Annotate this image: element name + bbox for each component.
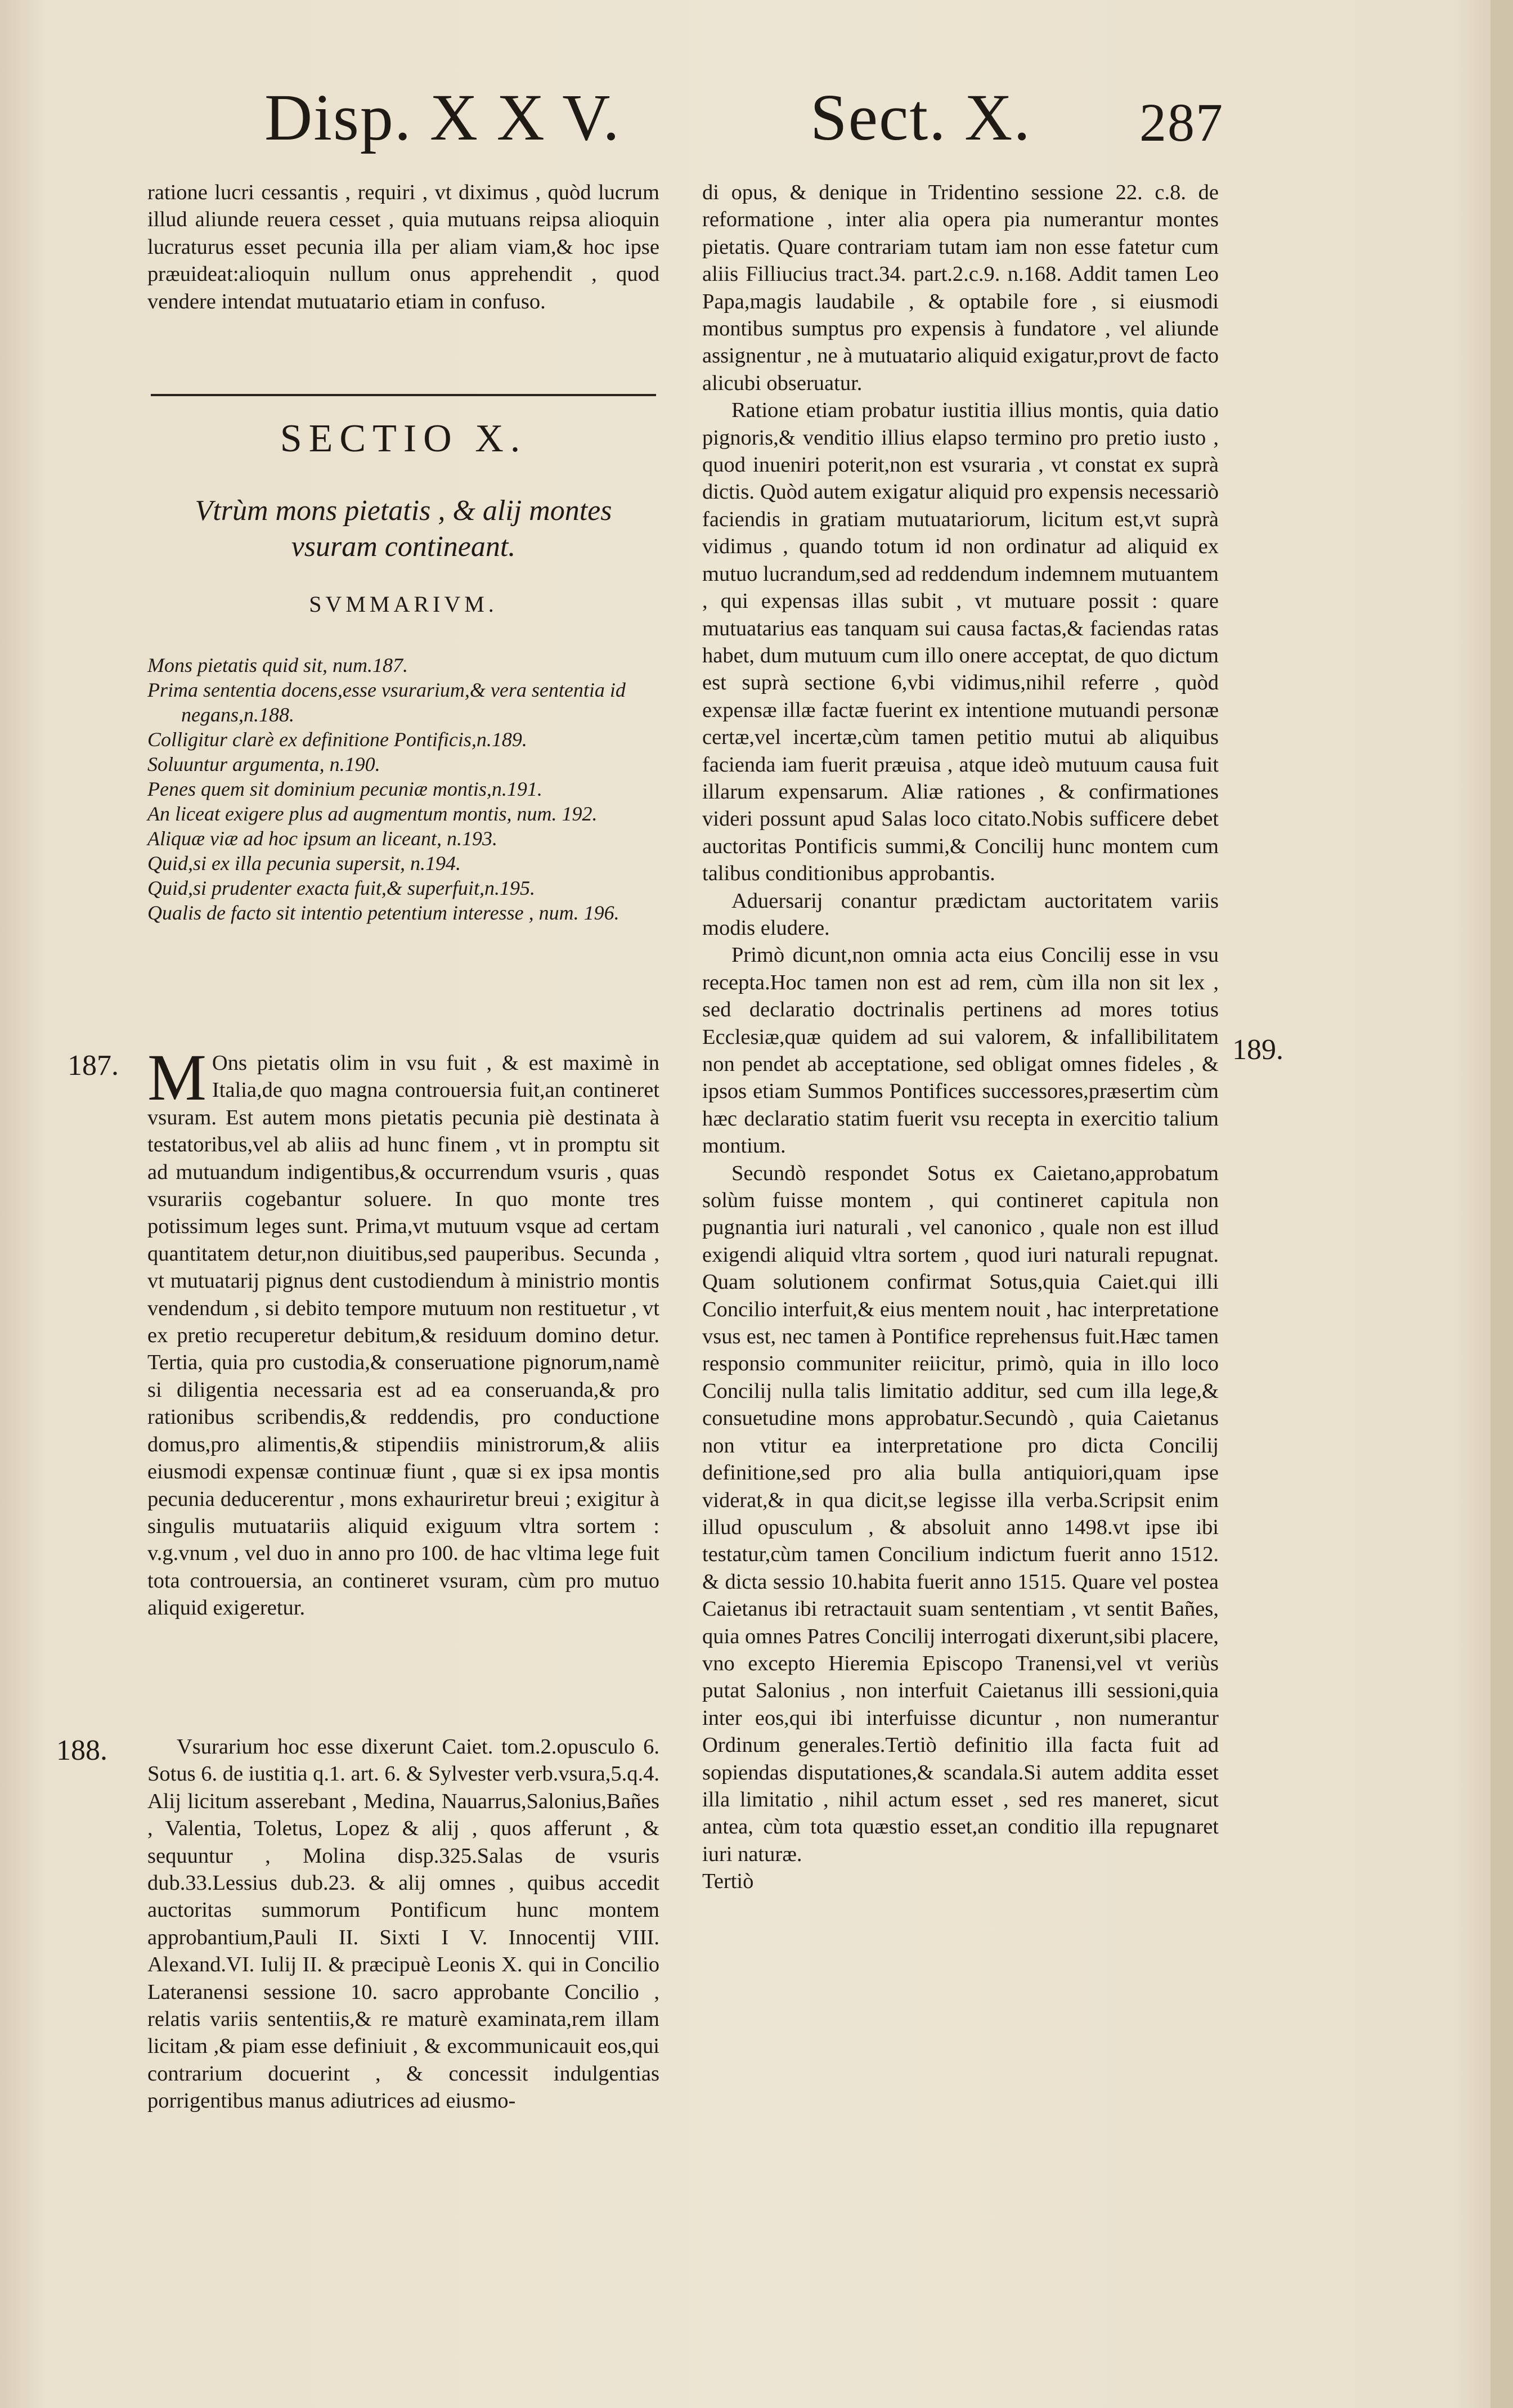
- drop-cap: M: [147, 1041, 206, 1114]
- paragraph-secundo: Secundò respondet Sotus ex Caietano,approbatum solùm fuisse montem , qui contineret capitula non pugnantia iuri naturali , vel canonico , quale non est illud exigendi aliquid vltra sortem , quod iuri naturali repugnat. Quam solutionem confirmat Sotus,quia Caiet.qui illi Concilio interfuit,& eius mentem nouit , hac interpretatione vsus est, nec tamen à Pontifice reprehensus fuit.Hæc tamen responsio communiter reiicitur, primò, quia in illo loco Concilij nulla talis limitatio additur, sed cum illa lege,& consuetudine mons approbatur.Secundò , quia Caietanus non vtitur ea interpretatione pro dicta Concilij definitione,sed pro alia bulla antiquiori,quam ipse viderat,& in qua dicit,se legisse illa verba.Scripsit enim illud opusculum , & absoluit anno 1498.vt ipse ibi testatur,cùm tamen Concilium indictum fuerit anno 1512. & dicta sessio 10.habita fuerit anno 1515. Quare vel postea Caietanus ibi retractauit suam sententiam , vt sentit Bañes, quia omnes Patres Concilij interrogati dixerunt,sibi placere, vno excepto Hieremia Episcopo Tranensi,vel vt veriùs putat Salonius , non interfuit Caietanus illi sessioni,quia inter eos,qui ibi interfuisse dicuntur , non numerantur Ordinum generales.Tertiò definitio illa facta fuit ad sopiendas disputationes,& scandala.Si autem addita esset illa limitatio , nihil actum esset , sed res maneret, sicut antea, cùm tota quæstio esset,an conditio illa repugnaret iuri naturæ.: [702, 1161, 1219, 1866]
- summarium-title: SVMMARIVM.: [309, 591, 498, 617]
- paragraph-188: [147, 1733, 659, 2115]
- summarium-item: Quid,si ex illa pecunia supersit, n.194.: [147, 852, 461, 875]
- intro-paragraph: ratione lucri cessantis , requiri , vt diximus , quòd lucrum illud aliunde reuera cesset , quia mutuans reipsa alioquin lucraturus esset pecunia illa per aliam viam,& hoc ipse præuideat:alioquin nullum onus apprehendit , quod vendere intendat mutuatario etiam in confuso.: [147, 181, 659, 313]
- summarium-item: Soluuntur argumenta, n.190.: [147, 753, 380, 775]
- paragraph-primo: Primò dicunt,non omnia acta eius Concilij esse in vsu recepta.Hoc tamen non est ad rem, cùm illa non sit lex , sed declaratio doctrinalis pertinens ad mores totius Ecclesiæ,quæ quidem ad sui valorem, & infallibilitatem non pendet ab acceptatione, sed obligat omnes fideles , & ipsos etiam Summos Pontifices successores,præsertim cùm hæc declaratio statim fuerit vsu recepta in exercitio talium montium.: [702, 943, 1219, 1158]
- section-heading: [147, 394, 659, 621]
- summarium-item: Aliquæ viæ ad hoc ipsum an liceant, n.193.: [147, 827, 497, 850]
- summarium-item: Quid,si prudenter exacta fuit,& superfuit,n.195.: [147, 877, 535, 899]
- running-head-disputation: Disp. X X V.: [264, 80, 621, 154]
- summarium-item: Penes quem sit dominium pecuniæ montis,n.191.: [147, 778, 542, 800]
- summarium-item: An liceat exigere plus ad augmentum montis, num. 192.: [147, 802, 598, 825]
- paragraph-188-text: Vsurarium hoc esse dixerunt Caiet. tom.2.opusculo 6. Sotus 6. de iustitia q.1. art. 6. & Sylvester verb.vsura,5.q.4. Alij licitum asserebant , Medina, Nauarrus,Salonius,Bañes , Valentia, Toletus, Lopez & alij , quos afferunt , & sequuntur , Molina disp.325.Salas de vsuris dub.33.Lessius dub.23. & alij omnes , quibus accedit auctoritas summorum Pontificum hunc montem approbantium,Pauli II. Sixti I V. Innocentij VIII. Alexand.VI. Iulij II. & præcipuè Leonis X. qui in Concilio Lateranensi sessione 10. sacro approbante Concilio , relatis variis sententiis,& re maturè examinata,rem illam licitam ,& piam esse definiuit , & excommunicauit eos,qui contrarium docuerint , & concessit indulgentias porrigentibus manus adiutrices ad eiusmo-: [147, 1735, 659, 2113]
- catchword: Tertiò: [702, 1869, 754, 1894]
- section-title: SECTIO X.: [280, 417, 527, 460]
- section-subtitle-line1: Vtrùm mons pietatis , & alij montes: [195, 495, 612, 527]
- page-edge: [1490, 0, 1513, 2408]
- margin-number-187: 187.: [68, 1050, 119, 1082]
- summarium-item: Mons pietatis quid sit, num.187.: [147, 654, 408, 676]
- running-head-section: Sect. X.: [810, 80, 1031, 154]
- margin-number-188: 188.: [56, 1734, 107, 1766]
- summarium-list: [147, 653, 659, 925]
- margin-number-189: 189.: [1232, 1034, 1283, 1066]
- paragraph-ratione: Ratione etiam probatur iustitia illius montis, quia datio pignoris,& venditio illius elapso termino pro pretio iusto , quod inueniri poterit,non est vsuraria , vt constat ex suprà dictis. Quòd autem exigatur aliquid pro expensis necessariò faciendis in gratiam mutuatariorum, licitum est,vt suprà vidimus , quando totum id non ordinatur ad aliquid ex mutuo lucrandum,sed ad reddendum indemnem mutuantem , qui expensas illas subit , vt mutuare possit : quare mutuatarius eas tanquam sui causa factas,& faciendas ratas habet, dum mutuum cum illo onere acceptat, de quo dictum est suprà sectione 6,vbi vidimus,nihil referre , quòd expensæ illæ factæ fuerint ex intentione mutuandi personæ certæ,vel incertæ,cùm tamen petitio mutui ab aliquibus facienda iam fuerit præuisa , atque ideò mutuum causa fuit illarum expensarum. Aliæ rationes , & confirmationes videri possunt apud Salas loco citato.Nobis sufficere debet auctoritas Pontificis summi,& Concilij hunc montem cum talibus conditionibus approbantis.: [702, 398, 1219, 886]
- column-right: [702, 179, 1219, 1895]
- paragraph-187: [147, 1041, 659, 1622]
- summarium-item: Prima sententia docens,esse vsurarium,& vera sententia id negans,n.188.: [147, 679, 626, 726]
- section-subtitle-line2: vsuram contineant.: [291, 531, 516, 563]
- paragraph-continued: di opus, & denique in Tridentino sessione 22. c.8. de reformatione , inter alia opera pia numerantur montes pietatis. Quare contrariam tutam iam non esse fatetur cum aliis Filliucius tract.34. part.2.c.9. n.168. Addit tamen Leo Papa,magis laudabile , & optabile fore , si eiusmodi montibus sumptus pro expensis à fundatore , vel aliunde assignentur , ne à mutuatario aliquid exigatur,provt de facto alicubi obseruatur.: [702, 181, 1219, 395]
- summarium-item: Colligitur clarè ex definitione Pontificis,n.189.: [147, 728, 527, 751]
- paragraph-aduersarij: Aduersarij conantur prædictam auctoritatem variis modis eludere.: [702, 889, 1219, 940]
- page-number: 287: [1139, 92, 1224, 153]
- summarium-item: Qualis de facto sit intentio petentium interesse , num. 196.: [147, 902, 619, 924]
- column-left: [147, 179, 659, 315]
- paragraph-187-text: Ons pietatis olim in vsu fuit , & est maximè in Italia,de quo magna controuersia fuit,an contineret vsuram. Est autem mons pietatis pecunia piè destinata à testatoribus,vel ab aliis ad hunc finem , vt in promptu sit ad mutuandum indigentibus,& occurrendum vsuris , quas vsurariis cogebantur soluere. In quo monte tres potissimum leges sunt. Prima,vt mutuum vsque ad certam quantitatem detur,non diuitibus,sed pauperibus. Secunda , vt mutuatarij pignus dent custodiendum à ministrio montis vendendum , si debito tempore mutuum non restituetur , vt ex pretio recuperetur debitum,& residuum domino detur. Tertia, quia pro custodia,& conseruatione pignorum,namè si diligentia necessaria est ad ea conseruanda,& pro rationibus scribendis,& reddendis, pro conductione domus,pro alimentis,& stipendiis ministrorum,& aliis eiusmodi expensæ continuæ fiunt , quæ si ex ipsa montis pecunia deducerentur , mons exhauriretur breui ; exigitur à singulis mutuatariis aliquid exiguum vltra sortem : v.g.vnum , vel duo in anno pro 100. de hac vltima lege fuit tota controuersia, an contineret vsuram, cùm pro mutuo aliquid exigeretur.: [147, 1051, 659, 1620]
